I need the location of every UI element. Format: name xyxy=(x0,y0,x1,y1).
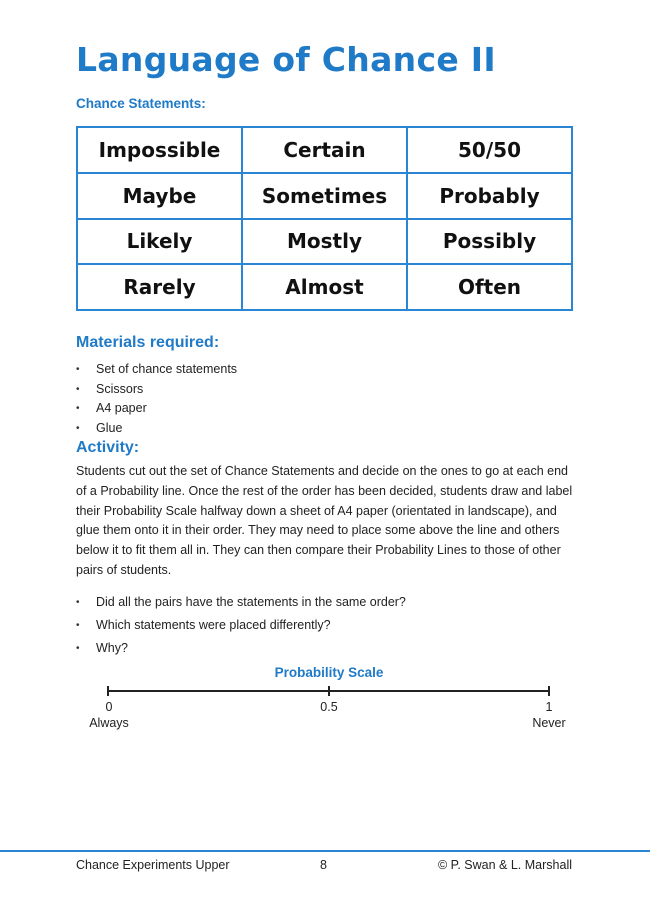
table-cell: Maybe xyxy=(77,173,242,219)
activity-heading: Activity: xyxy=(76,439,140,456)
scale-label-right: Never xyxy=(532,716,566,730)
scale-label-left: Always xyxy=(89,716,129,730)
table-row xyxy=(77,219,572,265)
questions-list xyxy=(76,591,406,660)
materials-list xyxy=(76,360,237,439)
activity-paragraph: Students cut out the set of Chance Statements and decide on the ones to go at each end of a Probability line. Once the rest of the order has been decided, students draw and label their Probability Scale halfway down a sheet of A4 paper (orientated in landscape), and glue them onto it in their order. They may need to place some above the line and others below it to fit them all in. They can then compare their Probability Lines to those of other pairs of students. xyxy=(76,464,573,577)
chance-statements-table xyxy=(76,126,573,311)
list-item: • Scissors xyxy=(76,380,237,400)
page-title: Language of Chance II xyxy=(76,40,496,79)
materials-heading: Materials required: xyxy=(76,334,220,351)
table-cell: Impossible xyxy=(77,127,242,173)
table-cell: Almost xyxy=(242,264,407,310)
table-cell: Rarely xyxy=(77,264,242,310)
table-row xyxy=(77,173,572,219)
table-cell: Often xyxy=(407,264,572,310)
probability-scale-title: Probability Scale xyxy=(274,665,384,680)
scale-tick-left xyxy=(107,686,109,696)
table-cell: Possibly xyxy=(407,219,572,265)
footer-divider xyxy=(0,850,650,852)
table-cell: Likely xyxy=(77,219,242,265)
table-cell: Certain xyxy=(242,127,407,173)
list-item: • Did all the pairs have the statements in the same order? xyxy=(76,591,406,614)
scale-value-right: 1 xyxy=(545,700,553,714)
footer-copyright: © P. Swan & L. Marshall xyxy=(437,858,572,872)
chance-statements-heading: Chance Statements: xyxy=(76,96,206,111)
list-item: • Glue xyxy=(76,419,237,439)
list-item: • A4 paper xyxy=(76,399,237,419)
table-cell: Probably xyxy=(407,173,572,219)
table-row xyxy=(77,264,572,310)
table-cell: 50/50 xyxy=(407,127,572,173)
list-item: • Why? xyxy=(76,637,406,660)
scale-tick-right xyxy=(548,686,550,696)
scale-value-mid: 0.5 xyxy=(320,700,338,714)
footer-book-title: Chance Experiments Upper xyxy=(76,858,230,872)
scale-value-left: 0 xyxy=(105,700,113,714)
table-cell: Sometimes xyxy=(242,173,407,219)
table-cell: Mostly xyxy=(242,219,407,265)
scale-tick-mid xyxy=(328,686,330,696)
table-row xyxy=(77,127,572,173)
footer-page-number: 8 xyxy=(320,858,327,872)
list-item: • Which statements were placed differently? xyxy=(76,614,406,637)
list-item: • Set of chance statements xyxy=(76,360,237,380)
